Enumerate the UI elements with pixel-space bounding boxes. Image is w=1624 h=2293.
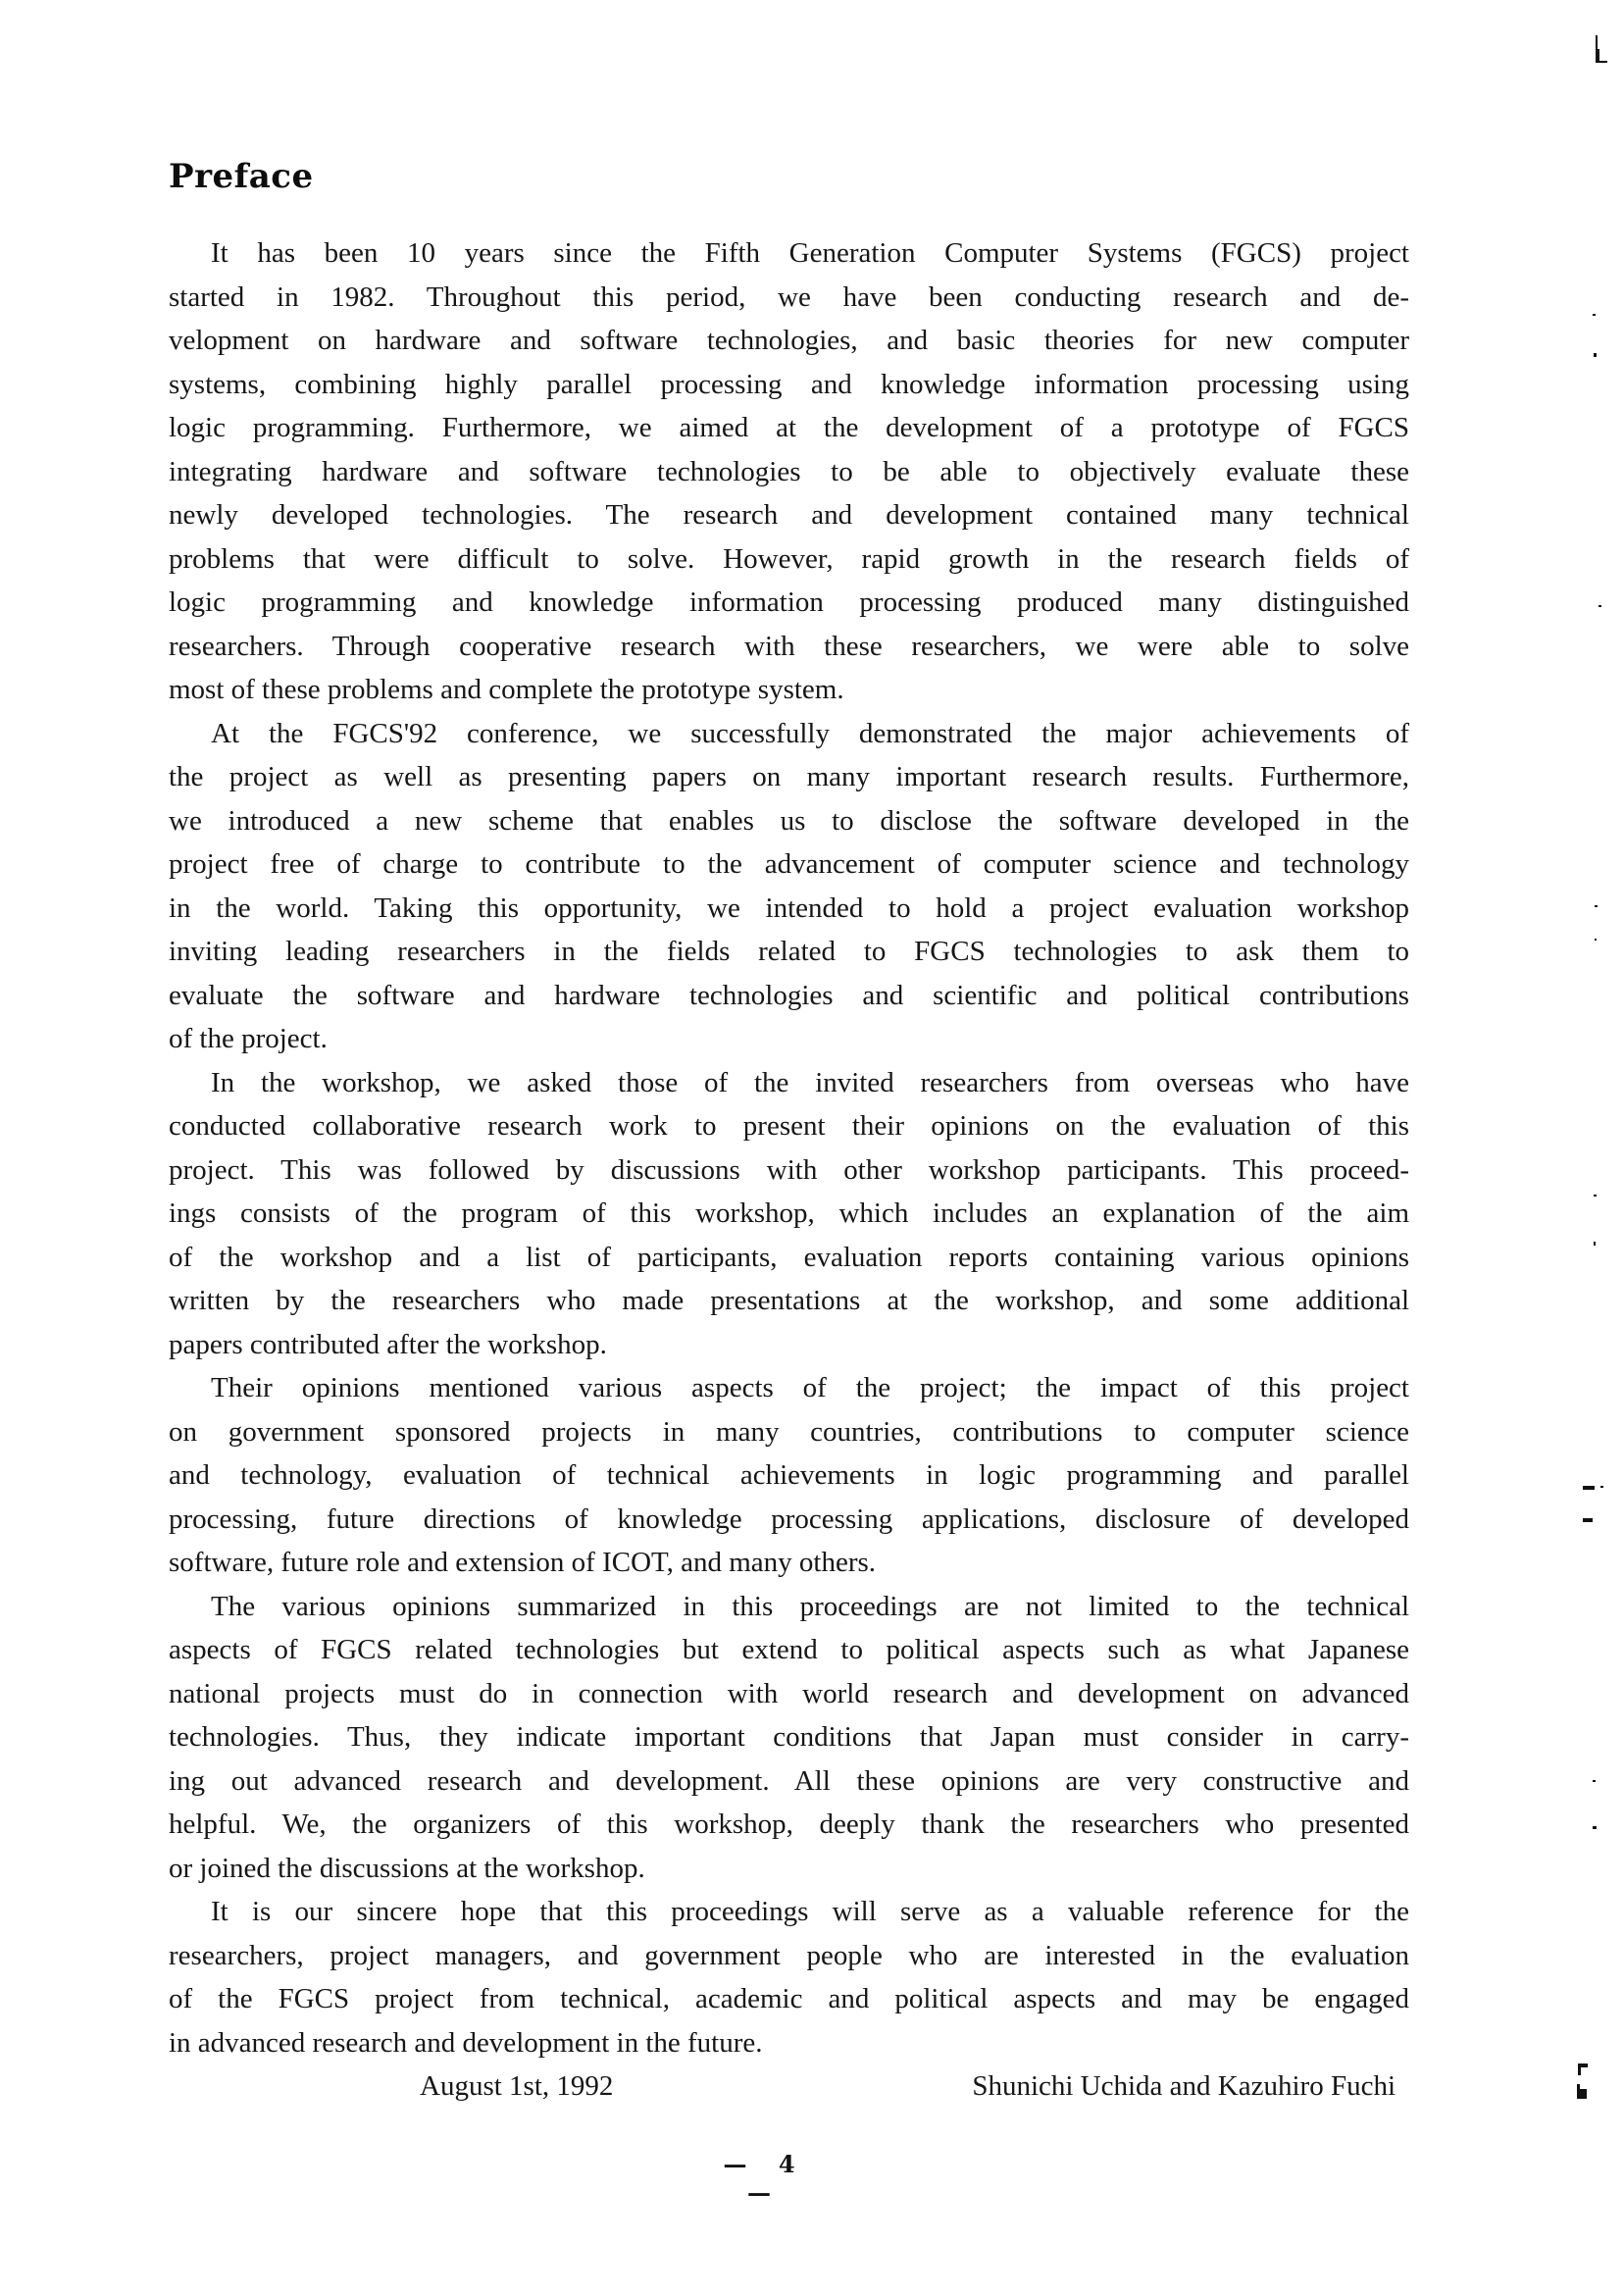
text-line: started in 1982. Throughout this period, we have been conducting research and de- — [169, 280, 1409, 313]
paragraph-6 — [169, 1890, 1409, 2064]
preface-body — [169, 231, 1409, 2109]
text-line: problems that were difficult to solve. However, rapid growth in the research fields of — [169, 542, 1409, 575]
text-line: of the workshop and a list of participants, evaluation reports containing various opinions — [169, 1241, 1409, 1273]
text-line: of the FGCS project from technical, academic and political aspects and may be engaged — [169, 1983, 1409, 2014]
text-line: written by the researchers who made presentations at the workshop, and some additional — [169, 1285, 1409, 1316]
text-line: ing out advanced research and development. All these opinions are very constructive and — [169, 1764, 1409, 1797]
text-line: the project as well as presenting papers on many important research results. Furthermore, — [169, 761, 1409, 792]
text-line: logic programming and knowledge information processing produced many distinguished — [169, 586, 1409, 618]
text-line: in the world. Taking this opportunity, we intended to hold a project evaluation workshop — [169, 892, 1409, 924]
text-line: ings consists of the program of this workshop, which includes an explanation of the aim — [169, 1197, 1409, 1229]
text-line: most of these problems and complete the prototype system. — [169, 674, 844, 705]
text-line: project. This was followed by discussions with other workshop participants. This proceed- — [169, 1153, 1409, 1186]
text-line: aspects of FGCS related technologies but extend to political aspects such as what Japanese — [169, 1634, 1409, 1665]
text-line: The various opinions summarized in this proceedings are not limited to the technical — [211, 1590, 1409, 1622]
paragraph-2 — [169, 712, 1409, 1061]
text-line: project free of charge to contribute to the advancement of computer science and technology — [169, 848, 1409, 880]
text-line: software, future role and extension of ICOT, and many others. — [169, 1547, 877, 1578]
text-line: we introduced a new scheme that enables us to disclose the software developed in the — [169, 804, 1409, 837]
text-line: papers contributed after the workshop. — [169, 1328, 607, 1360]
text-line: technologies. Thus, they indicate important conditions that Japan must consider in carry- — [169, 1721, 1409, 1753]
text-line: national projects must do in connection with world research and development on advanced — [169, 1677, 1409, 1709]
text-line: velopment on hardware and software technologies, and basic theories for new computer — [169, 325, 1409, 356]
signature-line — [169, 2064, 1409, 2109]
text-line: It is our sincere hope that this proceedings will serve as a valuable reference for the — [211, 1896, 1409, 1927]
paragraph-5 — [169, 1585, 1409, 1891]
paragraph-3 — [169, 1061, 1409, 1367]
text-line: researchers. Through cooperative research with these researchers, we were able to solve — [169, 630, 1409, 662]
text-line: It has been 10 years since the Fifth Generation Computer Systems (FGCS) project — [211, 237, 1409, 269]
text-line: In the workshop, we asked those of the invited researchers from overseas who have — [211, 1066, 1409, 1098]
text-line: helpful. We, the organizers of this workshop, deeply thank the researchers who presented — [169, 1809, 1409, 1840]
text-line: At the FGCS'92 conference, we successfully demonstrated the major achievements of — [211, 717, 1409, 749]
signature-date: August 1st, 1992 — [420, 2070, 614, 2102]
text-line: evaluate the software and hardware technologies and scientific and political contributions — [169, 979, 1409, 1011]
page-title: Preface — [169, 157, 314, 196]
text-line: on government sponsored projects in many countries, contributions to computer science — [169, 1415, 1409, 1448]
text-line: newly developed technologies. The research and development contained many technical — [169, 499, 1409, 531]
paragraph-4 — [169, 1366, 1409, 1585]
signature-authors: Shunichi Uchida and Kazuhiro Fuchi — [972, 2070, 1396, 2102]
text-line: processing, future directions of knowledge processing applications, disclosure of developed — [169, 1503, 1409, 1535]
text-line: or joined the discussions at the workshop. — [169, 1852, 645, 1884]
paragraph-1 — [169, 231, 1409, 712]
text-line: conducted collaborative research work to present their opinions on the evaluation of this — [169, 1110, 1409, 1142]
text-line: of the project. — [169, 1023, 328, 1054]
text-line: and technology, evaluation of technical achievements in logic programming and parallel — [169, 1459, 1409, 1491]
text-line: inviting leading researchers in the fields related to FGCS technologies to ask them to — [169, 936, 1409, 967]
text-line: integrating hardware and software technologies to be able to objectively evaluate these — [169, 455, 1409, 487]
text-line: systems, combining highly parallel processing and knowledge information processing using — [169, 368, 1409, 400]
text-line: logic programming. Furthermore, we aimed at the development of a prototype of FGCS — [169, 412, 1409, 443]
text-line: in advanced research and development in the future. — [169, 2026, 763, 2059]
text-line: researchers, project managers, and government people who are interested in the evaluation — [169, 1939, 1409, 1971]
text-line: Their opinions mentioned various aspects of the project; the impact of this project — [211, 1372, 1409, 1403]
page-number: — 4 — — [723, 2150, 807, 2207]
